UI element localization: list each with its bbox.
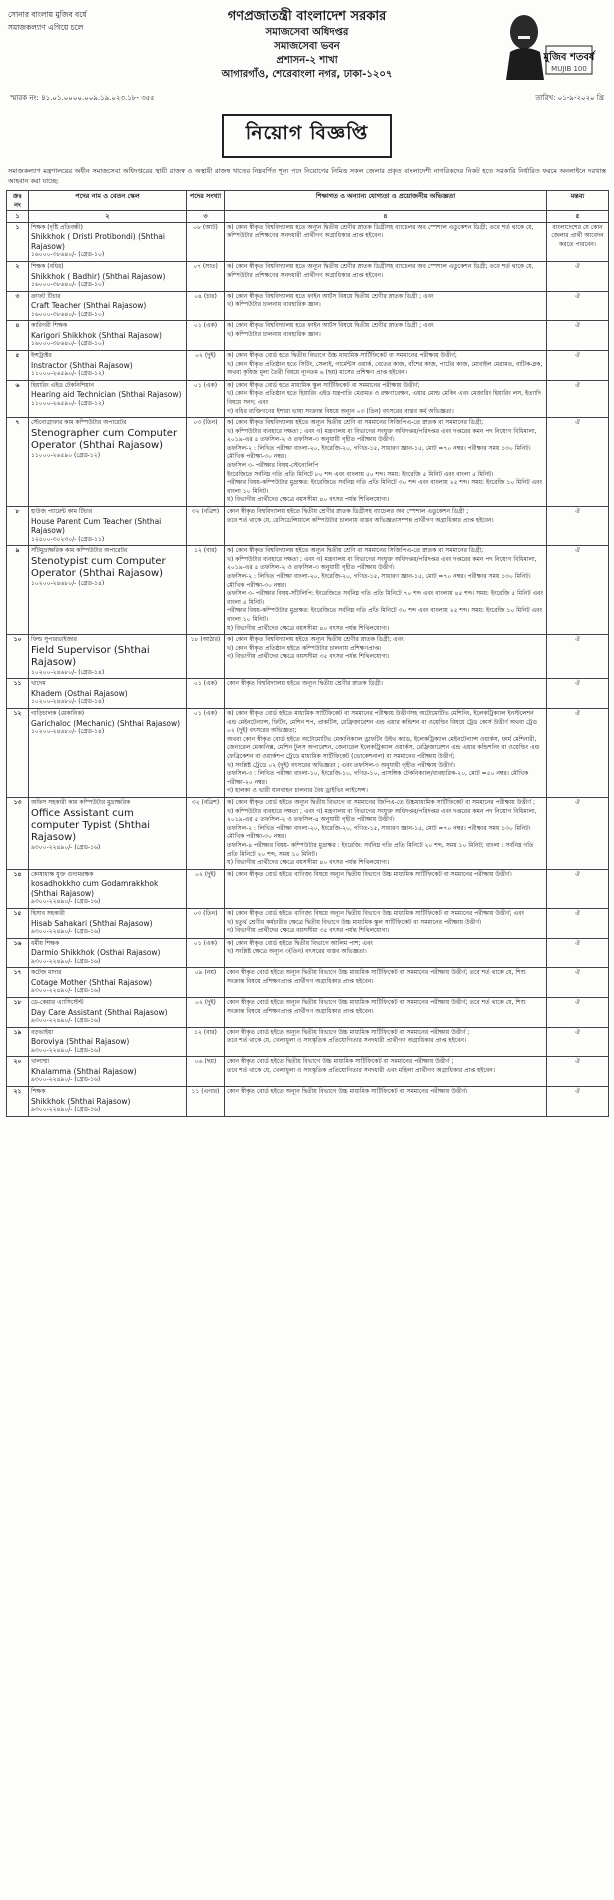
pay-scale: ৯৩০০-২২৪৯০/- (গ্রেড-১৬): [31, 1017, 101, 1025]
pay-scale: ১৬০০০-৩৮৬৪০/- (গ্রেড-১০): [31, 310, 105, 318]
post-name-bn: খালাম্মা: [31, 1058, 50, 1066]
logo-en: MUJIB 100: [551, 65, 587, 73]
row-post-count: ০৩ (তিন): [187, 418, 225, 507]
row-post: [29, 679, 187, 709]
building-name: সমাজসেবা ভবন: [274, 41, 340, 52]
pay-scale: ১৬০০০-৩৮৬৪০/- (গ্রেড-১০): [31, 281, 105, 289]
row-qualification: [225, 546, 547, 635]
row-post: [29, 418, 187, 507]
pay-scale: ১২৫০০-৩০২৩০/- (গ্রেড-১১): [31, 535, 105, 543]
row-remark: বাংলাদেশের যে কোন জেলার প্রার্থী আবেদন করতে পারবেন।: [547, 222, 609, 261]
branch-name: প্রশাসন-২ শাখা: [276, 55, 338, 66]
qualification-line: খ) কম্পিউটার ব্যবহারে দক্ষতা ; এবং গ) মন্ত্রণালয় বা বিভাগের সংযুক্ত অধিদপ্তর/পরিদপ্তর এবং দপ্তরের কমন পদ নিয়োগ বিধিমালা, ২০১৯-এর ৫ তফসিল-২ ও তফসিল-৩ অনুযায়ী গৃহীত পরীক্ষায় উত্তীর্ণ।: [227, 555, 537, 572]
title-wrap: [6, 114, 608, 158]
qualification-line: ক) কোন স্বীকৃত বোর্ড হতে দ্বিতীয় বিভাগে উচ্চ মাধ্যমিক সার্টিফিকেট বা সমমানের পরীক্ষায় উত্তীর্ণ;: [227, 352, 457, 360]
row-post: [29, 321, 187, 351]
column-number: ৫: [547, 211, 609, 223]
address: আগারগাঁও, শেরেবাংলা নগর, ঢাকা-১২০৭: [221, 69, 393, 80]
post-name-en: Hisab Sahakari (Shthai Rajasow): [31, 918, 153, 928]
qualification-line: তবে শর্ত থাকে যে, খেলাধুলা ও সাংস্কৃতিক প্রতিযোগিতার সনদধারী এবং মহিলা প্রার্থীগণ অগ্রাধিকার প্রাপ্ত হইবেন।: [227, 1066, 495, 1074]
post-name-bn: হিয়ারিং এইড টেকনিশিয়ান: [31, 381, 94, 389]
row-post-count: ০১ (এক): [187, 380, 225, 417]
pay-scale: ৯৩০০-২২৪৯০/- (গ্রেড-১৬): [31, 1076, 101, 1084]
table-row: [7, 1087, 609, 1117]
row-post-count: ৩২ (বত্রিশ): [187, 507, 225, 546]
post-name-bn: হাউজ প্যারেন্ট কাম টিচার: [31, 508, 93, 516]
row-post-count: ০২ (দুই): [187, 997, 225, 1027]
government-name: গণপ্রজাতন্ত্রী বাংলাদেশ সরকার: [227, 9, 387, 24]
row-post: [29, 1087, 187, 1117]
row-post-count: ১২ (বার): [187, 546, 225, 635]
row-remark: ঐ: [547, 380, 609, 417]
table-row: [7, 1027, 609, 1057]
qualification-line: কোন স্বীকৃত বোর্ড হইতে দ্বিতীয় বিভাগে উচ্চ মাধ্যমিক সার্টিফিকেট বা সমমানের পরীক্ষায় উত্তীর্ণ ;: [227, 1058, 454, 1066]
row-serial: ৫: [7, 351, 29, 381]
pay-scale: ৯৩০০-২২৪৯০/- (গ্রেড-১৬): [31, 843, 101, 851]
qualification-line: খ) সংশ্লিষ্ট ট্রেডে ০২ (দুই) বৎসরের অভিজ্ঞতা ; এবং তফসিল-৩ অনুযায়ী গৃহীত পরীক্ষায় উত্তীর্ণ।: [227, 761, 455, 769]
row-post-count: ০১ (এক): [187, 321, 225, 351]
row-post-count: ১৮ (আঠার): [187, 635, 225, 679]
row-qualification: [225, 1057, 547, 1087]
qualification-line: ক) কোন স্বীকৃত বিশ্ববিদ্যালয় হতে ফাইন আর্টস বিষয়ে দ্বিতীয় শ্রেণীর স্নাতক ডিগ্রী ; এবং: [227, 292, 434, 300]
post-name-en: Karigori Shikkhok (Shthai Rajasow): [31, 330, 162, 340]
pay-scale: ১১০০০-২৬৫৯০/- (গ্রেড-১২): [31, 399, 105, 407]
row-post: [29, 908, 187, 938]
qualification-line: কোন স্বীকৃত বোর্ড হইতে অন্যূন দ্বিতীয় বিভাগে উচ্চ মাধ্যমিক সার্টিফিকেট বা সমমানের পরীক্ষায় উত্তীর্ণ; তবে শর্ত থাকে যে, শিশু সংক্রান্ত বিষয়ে প্রশিক্ষণপ্রাপ্ত প্রার্থীগণ অগ্রাধিকার প্রাপ্ত হইবেন।: [227, 998, 526, 1015]
qualification-line: তফসিল-২ : লিখিত পরীক্ষা বাংলা-২০, ইংরেজি-২০, গণিত-১৫, সাধারণ জ্ঞান-১৫, মোট =৭০ নম্বর। পরীক্ষার সময় ১৩০ মিনিট। মৌখিক পরীক্ষা-৩০ নম্বর।: [227, 444, 531, 461]
qualification-line: গ) হালকা ও ভারী যানবাহন চালনার বৈধ ড্রাইভিং লাইসেন্স।: [227, 787, 368, 795]
row-post: [29, 546, 187, 635]
row-serial: ১০: [7, 635, 29, 679]
post-name-bn: খাদেম: [31, 680, 46, 688]
table-body: [7, 222, 609, 1116]
qualification-line: কোন স্বীকৃত বিশ্ববিদ্যালয় হইতে দ্বিতীয় শ্রেণীর স্নাতক ডিগ্রীসহ ব্যাচেলর অব স্পেশাল এডুকেশন ডিগ্রী ;: [227, 508, 469, 516]
qualification-line: তফসিল-২ : লিখিত পরীক্ষা বাংলা-২০, ইংরেজি-২০, গণিত-১৫, সাধারণ জ্ঞান-১৫, মোট =৭০ নম্বর। পরীক্ষার সময় ১৩০ মিনিট। মৌখিক পরীক্ষা-৩০ নম্বর।: [227, 824, 531, 841]
qualification-line: খ) কম্পিউটার চালনায় ব্যবহারিক জ্ঞান।: [227, 301, 321, 309]
post-name-en: Khadem (Osthai Rajasow): [31, 688, 128, 698]
slogan: [8, 8, 148, 34]
slogan-line-2: সমাজকল্যাণ এগিয়ে চলে: [8, 23, 84, 32]
row-qualification: [225, 635, 547, 679]
row-serial: ১: [7, 222, 29, 261]
row-post-count: ০৭ (সাত): [187, 261, 225, 291]
post-name-bn: সাঁটমুদ্রাক্ষরিক কাম কম্পিউটার অপারেটর: [31, 547, 128, 555]
row-post-count: ০৯ (নয়): [187, 968, 225, 998]
qualification-line: গ) বিভাগীয় প্রার্থীদের ক্ষেত্রে বয়সসীমা ৩৫ বৎসর পর্যন্ত শিথিলযোগ্য।: [227, 653, 390, 661]
row-qualification: [225, 997, 547, 1027]
row-remark: ঐ: [547, 709, 609, 798]
logo-text-mark: [543, 46, 596, 74]
post-name-bn: বড়ভাইয়া: [31, 1028, 54, 1036]
qualification-line: ক) কোন স্বীকৃত বোর্ড হইতে অন্যূন দ্বিতীয় বিভাগে বা সমমানের জিপিএ-তে উচ্চমাধ্যমিক সার্টিফিকেট বা সমমানের পরীক্ষায় উত্তীর্ণ ;: [227, 798, 535, 806]
row-qualification: [225, 797, 547, 869]
row-post: [29, 1057, 187, 1087]
qualification-line: তফসিল ৩- পরীক্ষার বিষয়-সাঁটলিপি: ইংরেজিতে সর্বনিম্ন গতি প্রতি মিনিটে ৭০ শব্দ এবং বাংলায় ৪৫ শব্দ। সময়: ইংরেজি ৫ মিনিট এবং বাংলা ৫ মিনিট।: [227, 590, 544, 606]
row-remark: ঐ: [547, 797, 609, 869]
row-remark: ঐ: [547, 351, 609, 381]
header-serial: ক্রঃ নং: [7, 191, 29, 211]
table-row: [7, 351, 609, 381]
row-serial: ১১: [7, 679, 29, 709]
row-qualification: [225, 679, 547, 709]
header-count: পদের সংখ্যা: [187, 191, 225, 211]
pay-scale: ১০২০০-২৪৬৮০/- (গ্রেড-১৪): [31, 579, 105, 587]
notice-title: নিয়োগ বিজ্ঞপ্তি: [222, 114, 392, 158]
post-name-bn: কোষাধ্যক্ষ যুক্ত গুদামরক্ষক: [31, 870, 94, 878]
pay-scale: ৯৩০০-২২৪৯০/- (গ্রেড-১৬): [31, 898, 101, 906]
portrait-icon: [506, 15, 544, 80]
row-remark: ঐ: [547, 635, 609, 679]
row-qualification: [225, 222, 547, 261]
post-name-en: Shikkhok ( Badhir) (Shthai Rajasow): [31, 271, 166, 281]
post-name-bn: ক্রাফট টিচার: [31, 292, 61, 300]
table-row: [7, 968, 609, 998]
row-qualification: [225, 380, 547, 417]
row-serial: ১৮: [7, 997, 29, 1027]
qualification-line: খ) কম্পিউটার ব্যবহারে দক্ষতা ; এবং গ) মন্ত্রণালয় বা বিভাগের সংযুক্ত অধিদপ্তর/পরিদপ্তর এবং দপ্তরের কমন পদ নিয়োগ বিধিমালা, ২০১৯-এর ৫ তফসিল-২ ও তফসিল-৪ অনুযায়ী গৃহীত পরীক্ষায় উত্তীর্ণ।: [227, 807, 537, 824]
row-post: [29, 938, 187, 968]
qualification-line: ক) কোন স্বীকৃত বিশ্ববিদ্যালয় হইতে অন্যূন দ্বিতীয় শ্রেণি বা সমমানের সিজিপিএ-তে স্নাতক বা সমমানের ডিগ্রী;: [227, 419, 484, 427]
row-remark: ঐ: [547, 291, 609, 321]
post-name-en: Shikkhok (Shthai Rajasow): [31, 1096, 131, 1106]
post-name-en: Office Assistant cum computer Typist (Shthai Rajasow): [31, 807, 151, 843]
qualification-line: অথবা কোন স্বীকৃত বোর্ড হইতে অটোমোটিভ মেকানিক্যাল ড্রাফটিং উইথ ক্যাড, ইলেকট্রিক্যাল মেইনটেন্যান্স ওয়ার্কস, ফার্ম মেশিনারী, জেনারেল মেকানিক্স, মেশিন টুলস অপারেশন, জেনারেল ইলেকট্রিক্যাল ওয়ার্কস, রেফ্রিজারেশন এন্ড এয়ার কন্ডিশনিং বা ওয়েল্ডিং এন্ড ফেব্রিকেশন বা ওয়ার্কশপ ট্রেডে মাধ্যমিক সার্টিফিকেট (ভোকেশনাল) বা সমমানের পরীক্ষায় উত্তীর্ণ;: [227, 735, 540, 760]
qualification-line: ক) কোন স্বীকৃত বোর্ড হইতে দ্বিতীয় বিভাগে আলিম পাশ; এবং: [227, 939, 373, 947]
table-row: [7, 908, 609, 938]
row-remark: ঐ: [547, 1057, 609, 1087]
mujib-borsho-logo: [484, 6, 596, 80]
qualification-line: ক) কোন স্বীকৃত বোর্ড হতে মাধ্যমিক স্কুল সার্টিফিকেট বা সমমানের পরীক্ষায় উত্তীর্ণ;: [227, 381, 420, 389]
table-header-row: [7, 191, 609, 211]
row-post-count: ১১ (এগার): [187, 1087, 225, 1117]
qualification-line: ঘ) বিভাগীয় প্রার্থীদের ক্ষেত্রে বয়সসীমা ৪০ বৎসর পর্যন্ত শিথিলযোগ্য।: [227, 496, 390, 504]
row-qualification: [225, 261, 547, 291]
row-remark: ঐ: [547, 418, 609, 507]
qualification-line: পরীক্ষার বিষয়-কম্পিউটার মুদ্রাক্ষর: ইংরেজিতে সর্বনিম্ন গতি প্রতি মিনিটে ৩০ শব্দ এবং বাংলায় ২৫ শব্দ। সময়: ইংরেজি ১০ মিনিট এবং বাংলা ১০ মিনিট।: [227, 607, 543, 623]
row-post: [29, 709, 187, 798]
table-row: [7, 869, 609, 908]
post-name-en: Field Supervisor (Shthai Rajasow): [31, 644, 150, 668]
row-post-count: ০৪ (চার): [187, 291, 225, 321]
column-number: ২: [29, 211, 187, 223]
row-qualification: [225, 968, 547, 998]
row-remark: ঐ: [547, 507, 609, 546]
row-post: [29, 222, 187, 261]
row-qualification: [225, 709, 547, 798]
qualification-line: খ) কোন স্বীকৃত প্রতিষ্ঠান হতে হিয়ারিং এইড যন্ত্রপাতি মেরামত ও রক্ষণাবেক্ষণ, এয়ার মোল্ড মেকিং এবং মেজারিং হিয়ারিং লস, ইত্যাদি বিষয়ে সনদ; এবং: [227, 390, 541, 406]
pay-scale: ১০২০০-২৪৬৮০/- (গ্রেড-১৪): [31, 698, 105, 706]
qualification-line: খ) কম্পিউটার ব্যবহারে দক্ষতা ; এবং গ) মন্ত্রণালয় বা বিভাগের সংযুক্ত অধিদপ্তর/পরিদপ্তর এবং দপ্তরের কমন পদ নিয়োগ বিধিমালা, ২০১৯-এর ৫ তফসিল-২ ও তফসিল-৩ অনুযায়ী গৃহীত পরীক্ষায় উত্তীর্ণ।: [227, 427, 537, 444]
notice-date: তারিখ: ০১-৯-২০২০ খ্রি: [535, 94, 604, 102]
qualification-line: খ) কোন স্বীকৃত প্রতিষ্ঠান হতে সিটিং, সেলাই, গার্মেন্টস ওয়ার্ক, বেতের কাজ, বাঁশের কাজ, পাটের কাজ, মোবাইল মেরামত, বাটিক-ব্লক, অথবা কৃষিজ মূল্য তৈরী বিষয়ে ন্যূনতম ৬ (ছয়) মাসের প্রশিক্ষণ প্রাপ্ত হইবেন।: [227, 360, 543, 377]
memo-number: স্মারক নং: ৪১.০১.০০০০.০০৯.১৯.০২৩.১৮- ৩৫৫: [10, 94, 155, 102]
post-name-en: Hearing aid Technician (Shthai Rajasow): [31, 390, 182, 400]
row-serial: ১৪: [7, 869, 29, 908]
qualification-line: তফসিল-৪ পরীক্ষার বিষয়- কম্পিউটার মুদ্রাক্ষর : ইংরেজি: সর্বনিম্ন গতি প্রতি মিনিটে ২০ শব্দ, সময় ১০ মিনিট; বাংলা : সর্বনিম্ন গতি প্রতি মিনিটে ২০ শব্দ, সময় ১০ মিনিট।: [227, 841, 534, 858]
qualification-line: ক) কোন স্বীকৃত বোর্ড হইতে মাধ্যমিক সার্টিফিকেট বা সমমানের পরীক্ষায় উত্তীর্ণসহ অটোমোটিভ মেশিনিং, ইলেকট্রিক্যাল ইনস্টলেশন এন্ড মেইনটেন্যান্স, ফিটিং, মেশিন শপ, প্রাকটিস, রেফ্রিজারেশন এন্ড এয়ার কন্ডিশন বা ওয়েল্ডিং বিষয়ে ট্রেড কোর্স উত্তীর্ণ অথবা ট্রেড ০২ (দুই) বৎসরের অভিজ্ঞতা;: [227, 710, 537, 735]
row-remark: ঐ: [547, 1027, 609, 1057]
qualification-line: ইংরেজিতে সর্বনিম্ন গতি প্রতি মিনিটে ৮০ শব্দ এবং বাংলায় ৫০ শব্দ। সময়: ইংরেজি ৫ মিনিট এবং বাংলা ৫ মিনিট।: [227, 470, 494, 478]
qualification-line: খ) কম্পিউটার চালনায় ব্যবহারিক জ্ঞান।: [227, 330, 321, 338]
row-post: [29, 261, 187, 291]
table-row: [7, 1057, 609, 1087]
qualification-line: তফসিল-৩ : লিখিত পরীক্ষা বাংলা-১০, ইংরেজি-১০, গণিত-১০, প্রাসঙ্গিক টেকনিক্যাল/ব্যবহারিক-২০, মোট =৫০ নম্বর। মৌখিক পরীক্ষা-২০ নম্বর।: [227, 770, 529, 786]
logo-text: মুজিব শতবর্ষ: [543, 52, 595, 63]
row-post: [29, 1027, 187, 1057]
row-qualification: [225, 938, 547, 968]
row-remark: ঐ: [547, 869, 609, 908]
table-row: [7, 709, 609, 798]
post-name-en: Stenotypist cum Computer Operator (Shthai Rajasow): [31, 555, 166, 579]
reference-line: [6, 92, 608, 104]
qualification-line: তফসিল ৩- পরীক্ষার বিষয়-স্টেনোলিপি: [227, 462, 319, 470]
qualification-line: তফসিল-২ : লিখিত পরীক্ষা বাংলা-২০, ইংরেজি-২০, গণিত-১৫, সাধারণ জ্ঞান-১৫, মোট =৭০ নম্বর। পরীক্ষার সময় ১৩০ মিনিট। মৌখিক পরীক্ষা-৩০ নম্বর।: [227, 573, 531, 589]
row-serial: ১৫: [7, 908, 29, 938]
header-remarks: মন্তব্য: [547, 191, 609, 211]
row-post-count: ০১ (এক): [187, 679, 225, 709]
row-qualification: [225, 418, 547, 507]
table-row: [7, 997, 609, 1027]
row-serial: ৯: [7, 546, 29, 635]
post-name-en: Shikkhok ( Dristi Protibondi) (Shthai Rajasow): [31, 232, 165, 251]
qualification-line: ক) কোন স্বীকৃত বিশ্ববিদ্যালয় হতে অন্যূন দ্বিতীয় শ্রেণীর স্নাতক ডিগ্রীসহ ব্যাচেলর অব স্পেশাল এডুকেশন ডিগ্রী; তবে শর্ত থাকে যে, কম্পিউটার প্রশিক্ষণের সনদধারী প্রার্থীগণ অগ্রাধিকার প্রাপ্ত হইবেন।: [227, 262, 534, 279]
pay-scale: ১১০০০-২৬৫৯০ (গ্রেড-১২): [31, 451, 101, 459]
row-serial: ৭: [7, 418, 29, 507]
table-row: [7, 321, 609, 351]
row-remark: ঐ: [547, 321, 609, 351]
row-serial: ২: [7, 261, 29, 291]
qualification-line: গ) বধির ব্যক্তিগণের ইশারা ভাষা সংক্রান্ত বিষয়ে অন্যূন ০৩ (তিন) বৎসরের বাস্তব কর্ম অভিজ্ঞতা।: [227, 407, 454, 415]
qualification-line: কোন স্বীকৃত বোর্ড হইতে অন্যূন দ্বিতীয় বিভাগে উচ্চ মাধ্যমিক সার্টিফিকেট বা সমমানের পরীক্ষায় উত্তীর্ণ।: [227, 1088, 468, 1096]
row-post: [29, 869, 187, 908]
row-post-count: ০১ (এক): [187, 709, 225, 798]
post-name-bn: শিক্ষক (দৃষ্টি প্রতিবন্ধী): [31, 223, 83, 231]
row-remark: ঐ: [547, 938, 609, 968]
department-name: সমাজসেবা অধিদপ্তর: [265, 27, 349, 38]
row-post-count: ০১ (এক): [187, 938, 225, 968]
pay-scale: ১৬০০০-৩৮৬৪০/- (গ্রেড-১০): [31, 251, 105, 259]
row-post: [29, 507, 187, 546]
table-row: [7, 938, 609, 968]
row-qualification: [225, 507, 547, 546]
column-number: ১: [7, 211, 29, 223]
row-qualification: [225, 1087, 547, 1117]
post-name-bn: ইন্সট্রাক্টর: [31, 352, 52, 360]
vacancy-table: [6, 190, 609, 1117]
post-name-en: Khalamma (Shthai Rajasow): [31, 1066, 137, 1076]
row-post-count: ০২ (দুই): [187, 869, 225, 908]
pay-scale: ১০২০০-২৪৬৮০/- (গ্রেড-১৪): [31, 668, 105, 676]
header-qualification: শিক্ষাগত ও অন্যান্য যোগ্যতা ও প্রয়োজনীয় অভিজ্ঞতা: [225, 191, 547, 211]
row-serial: ৪: [7, 321, 29, 351]
post-name-bn: শিক্ষক: [31, 1088, 46, 1096]
post-name-en: Garichaloc (Mechanic) (Shthai Rajasow): [31, 718, 181, 728]
qualification-line: ঘ) বিভাগীয় প্রার্থীদের ক্ষেত্রে বয়সসীমা ৪০ বৎসর পর্যন্ত শিথিলযোগ্য।: [227, 624, 390, 632]
row-post: [29, 351, 187, 381]
row-remark: ঐ: [547, 261, 609, 291]
row-serial: ১৯: [7, 1027, 29, 1057]
qualification-line: ক) কোন স্বীকৃত বিশ্ববিদ্যালয় হতে অন্যূন দ্বিতীয় শ্রেণীর স্নাতক ডিগ্রীসহ ব্যাচেলর অব স্পেশাল এডুকেশন ডিগ্রী; তবে শর্ত থাকে যে, কম্পিউটার প্রশিক্ষণের সনদধারী প্রার্থীগণ অগ্রাধিকার প্রাপ্ত হইবেন।: [227, 223, 534, 240]
table-row: [7, 679, 609, 709]
row-serial: ৬: [7, 380, 29, 417]
table-row: [7, 546, 609, 635]
pay-scale: ৯৩০০-২২৪৯০/- (গ্রেড-১৬): [31, 957, 101, 965]
table-column-number-row: [7, 211, 609, 223]
pay-scale: ৯৩০০-২২৪৯০/- (গ্রেড-১৬): [31, 1046, 101, 1054]
row-post-count: ৩২ (বত্রিশ): [187, 797, 225, 869]
column-number: ৩: [187, 211, 225, 223]
post-name-bn: স্টেনোগ্রাফার কাম কম্পিউটার অপারেটর: [31, 419, 127, 427]
qualification-line: ক) কোন স্বীকৃত বিশ্ববিদ্যালয় হইতে অন্যূন দ্বিতীয় শ্রেণীর স্নাতক ডিগ্রী; এবং: [227, 636, 404, 644]
row-remark: ঐ: [547, 968, 609, 998]
post-name-bn: শিক্ষক (বধির): [31, 262, 64, 270]
row-serial: ১২: [7, 709, 29, 798]
post-name-en: kosadhokkho cum Godamrakkhok (Shthai Rajasow): [31, 879, 159, 898]
row-post: [29, 635, 187, 679]
post-name-bn: কারিগরী শিক্ষক: [31, 322, 68, 330]
qualification-line: ক) কোন স্বীকৃত বোর্ড হইতে বাণিজ্য বিষয়ে অন্যূন দ্বিতীয় বিভাগে উচ্চ মাধ্যমিক সার্টিফিকেট বা সমমানের পরীক্ষায় উত্তীর্ণ।: [227, 870, 512, 878]
post-name-bn: ফিল্ড সুপারভাইজার: [31, 636, 77, 644]
row-post-count: ০২ (দুই): [187, 351, 225, 381]
row-serial: ১৬: [7, 938, 29, 968]
pay-scale: ১১০০০-২৬৫৯০/- (গ্রেড-১২): [31, 370, 105, 378]
row-serial: ২১: [7, 1087, 29, 1117]
slogan-line-1: সোনার বাংলায় মুজিব বর্ষে: [8, 10, 87, 19]
row-qualification: [225, 351, 547, 381]
row-serial: ৩: [7, 291, 29, 321]
qualification-line: ক) কোন স্বীকৃত বোর্ড হইতে বাণিজ্য বিষয়ে অন্যূন দ্বিতীয় বিভাগে উচ্চ মাধ্যমিক সার্টিফিকেট বা সমমানের পরীক্ষায় উত্তীর্ণ; এবং: [227, 909, 525, 917]
row-remark: ঐ: [547, 679, 609, 709]
row-remark: ঐ: [547, 908, 609, 938]
qualification-line: কোন স্বীকৃত বোর্ড হইতে অন্যূন দ্বিতীয় বিভাগে উচ্চ মাধ্যমিক সার্টিফিকেট বা সমমানের পরীক্ষায় উত্তীর্ণ ;: [227, 1028, 470, 1036]
row-post-count: ০৩ (তিন): [187, 908, 225, 938]
row-qualification: [225, 908, 547, 938]
table-row: [7, 418, 609, 507]
post-name-bn: অফিস সহকারী কাম কম্পিউটার মুদ্রাক্ষরিক: [31, 798, 131, 806]
qualification-line: খ) সংশ্লিষ্ট ক্ষেত্রে অন্যূন ৩(তিন) বৎসরের বাস্তব অভিজ্ঞতা।: [227, 948, 367, 956]
post-name-en: Instractor (Shthai Rajasow): [31, 360, 133, 370]
post-name-en: Boroviya (Shthai Rajasow): [31, 1037, 130, 1047]
qualification-line: তবে শর্ত থাকে যে, খেলাধুলা ও সাংস্কৃতিক প্রতিযোগিতার সনদধারী প্রার্থীগণ অগ্রাধিকার প্রাপ্ত হইবেন।: [227, 1037, 467, 1045]
post-name-bn: ধর্মীয় শিক্ষক: [31, 939, 60, 947]
pay-scale: ১০২০০-২৪৬৮০/- (গ্রেড-১৪): [31, 728, 105, 736]
qualification-line: পরীক্ষার বিষয়-কম্পিউটার মুদ্রাক্ষর: ইংরেজিতে সর্বনিম্ন গতি প্রতি মিনিটে ৩০ শব্দ এবং বাংলায় ২৫ শব্দ। সময়: ইংরেজি ১০ মিনিট এবং বাংলা ১০ মিনিট।: [227, 479, 543, 495]
row-post: [29, 291, 187, 321]
table-row: [7, 635, 609, 679]
qualification-line: ক) কোন স্বীকৃত বিশ্ববিদ্যালয় হইতে অন্যূন দ্বিতীয় শ্রেণি বা সমমানের সিজিপিএ-তে স্নাতক বা সমমানের ডিগ্রী;: [227, 547, 484, 555]
row-qualification: [225, 1027, 547, 1057]
row-serial: ১৩: [7, 797, 29, 869]
row-post: [29, 797, 187, 869]
column-number: ৪: [225, 211, 547, 223]
row-qualification: [225, 869, 547, 908]
qualification-line: ঘ) বিভাগীয় প্রার্থীদের ক্ষেত্রে বয়সসীমা ৪০ বৎসর পর্যন্ত শিথিলযোগ্য।: [227, 859, 390, 867]
row-post-count: ০৬ (ছয়): [187, 1057, 225, 1087]
pay-scale: ১৬০০০-৩৮৬৪০/- (গ্রেড-১০): [31, 340, 105, 348]
post-name-bn: কটেজ মাদার: [31, 969, 62, 977]
qualification-line: তবে শর্ত থাকে যে, রেসিডেন্সিয়ালে কম্পিউটার চালনায় বাস্তব অভিজ্ঞতাসম্পন্ন প্রার্থীগণ অগ্রাধিকার প্রাপ্ত হইবেন।: [227, 516, 494, 524]
pay-scale: ৯৩০০-২২৪৯০/- (গ্রেড-১৬): [31, 1106, 101, 1114]
post-name-en: Cotage Mother (Shthai Rajasow): [31, 977, 153, 987]
post-name-en: Craft Teacher (Shthai Rajasow): [31, 301, 147, 311]
row-post: [29, 997, 187, 1027]
pay-scale: ৯৩০০-২২৪৯০/- (গ্রেড-১৬): [31, 987, 101, 995]
post-name-en: Day Care Assistant (Shthai Rajasow): [31, 1007, 168, 1017]
post-name-bn: গাড়িচালক (মেকানিক): [31, 710, 85, 718]
table-row: [7, 261, 609, 291]
row-serial: ৮: [7, 507, 29, 546]
row-serial: ১৭: [7, 968, 29, 998]
post-name-en: Darmio Shikkhok (Osthai Rajasow): [31, 948, 161, 958]
row-qualification: [225, 291, 547, 321]
table-row: [7, 380, 609, 417]
post-name-bn: হিসাব সহকারী: [31, 909, 65, 917]
row-post: [29, 968, 187, 998]
table-row: [7, 291, 609, 321]
intro-paragraph: সমাজকল্যাণ মন্ত্রণালয়ের অধীন সমাজসেবা অধিদপ্তরের স্থায়ী রাজস্ব ও অস্থায়ী রাজস্ব খাতের নিম্নবর্ণিত শূন্য পদে নিয়োগের নিমিত্ত সকল জেলার প্রকৃত বাংলাদেশী নাগরিকদের নিকট হতে সরকারি নির্ধারিত ফরমে অনলাইনে দরখাস্ত আহবান করা যাচ্ছে:: [8, 167, 606, 185]
qualification-line: ক) কোন স্বীকৃত বিশ্ববিদ্যালয় হতে ফাইন আর্টস বিষয়ে দ্বিতীয় শ্রেণীর স্নাতক ডিগ্রী ; এবং: [227, 322, 434, 330]
row-post-count: ১২ (বার): [187, 1027, 225, 1057]
post-name-en: House Parent Cum Teacher (Shthai Rajasow): [31, 516, 162, 536]
qualification-line: কোন স্বীকৃত বোর্ড হইতে অন্যূন দ্বিতীয় বিভাগে উচ্চ মাধ্যমিক সার্টিফিকেট বা সমমানের পরীক্ষায় উত্তীর্ণ; তবে শর্ত থাকে যে, শিশু সংক্রান্ত বিষয়ে প্রশিক্ষণপ্রাপ্ত প্রার্থীগণ অগ্রাধিকার প্রাপ্ত হইবেন।: [227, 969, 526, 985]
row-remark: ঐ: [547, 546, 609, 635]
header-post: পদের নাম ও বেতন স্কেল: [29, 191, 187, 211]
row-remark: ঐ: [547, 1087, 609, 1117]
post-name-en: Stenographer cum Computer Operator (Shthai Rajasow): [31, 427, 178, 451]
row-post-count: ০৮ (আট): [187, 222, 225, 261]
row-serial: ২০: [7, 1057, 29, 1087]
qualification-line: গ) বিভাগীয় প্রার্থীদের ক্ষেত্রে বয়সসীমা ৩৫ বৎসর পর্যন্ত শিথিলযোগ্য।: [227, 927, 390, 935]
table-row: [7, 797, 609, 869]
table-row: [7, 222, 609, 261]
qualification-line: খ) চতুর্থ শ্রেণীর কর্মচারীর ক্ষেত্রে দ্বিতীয় বিভাগে উচ্চ মাধ্যমিক স্কুল সার্টিফিকেট বা সমমানের পরীক্ষায় উত্তীর্ণ।: [227, 918, 482, 926]
post-name-bn: ডে-কেয়ার এ্যাসিস্টেন্ট: [31, 998, 84, 1006]
qualification-line: কোন স্বীকৃত বিশ্ববিদ্যালয় হইতে অন্যূন দ্বিতীয় শ্রেণীর স্নাতক ডিগ্রী।: [227, 680, 383, 688]
table-row: [7, 507, 609, 546]
row-qualification: [225, 321, 547, 351]
qualification-line: খ) কোন স্বীকৃত প্রতিষ্ঠান হইতে কম্পিউটার চালনায় প্রশিক্ষণপ্রাপ্ত।: [227, 644, 382, 652]
pay-scale: ৯৩০০-২২৪৯০/- (গ্রেড-১৬): [31, 928, 101, 935]
row-remark: ঐ: [547, 997, 609, 1027]
row-post: [29, 380, 187, 417]
